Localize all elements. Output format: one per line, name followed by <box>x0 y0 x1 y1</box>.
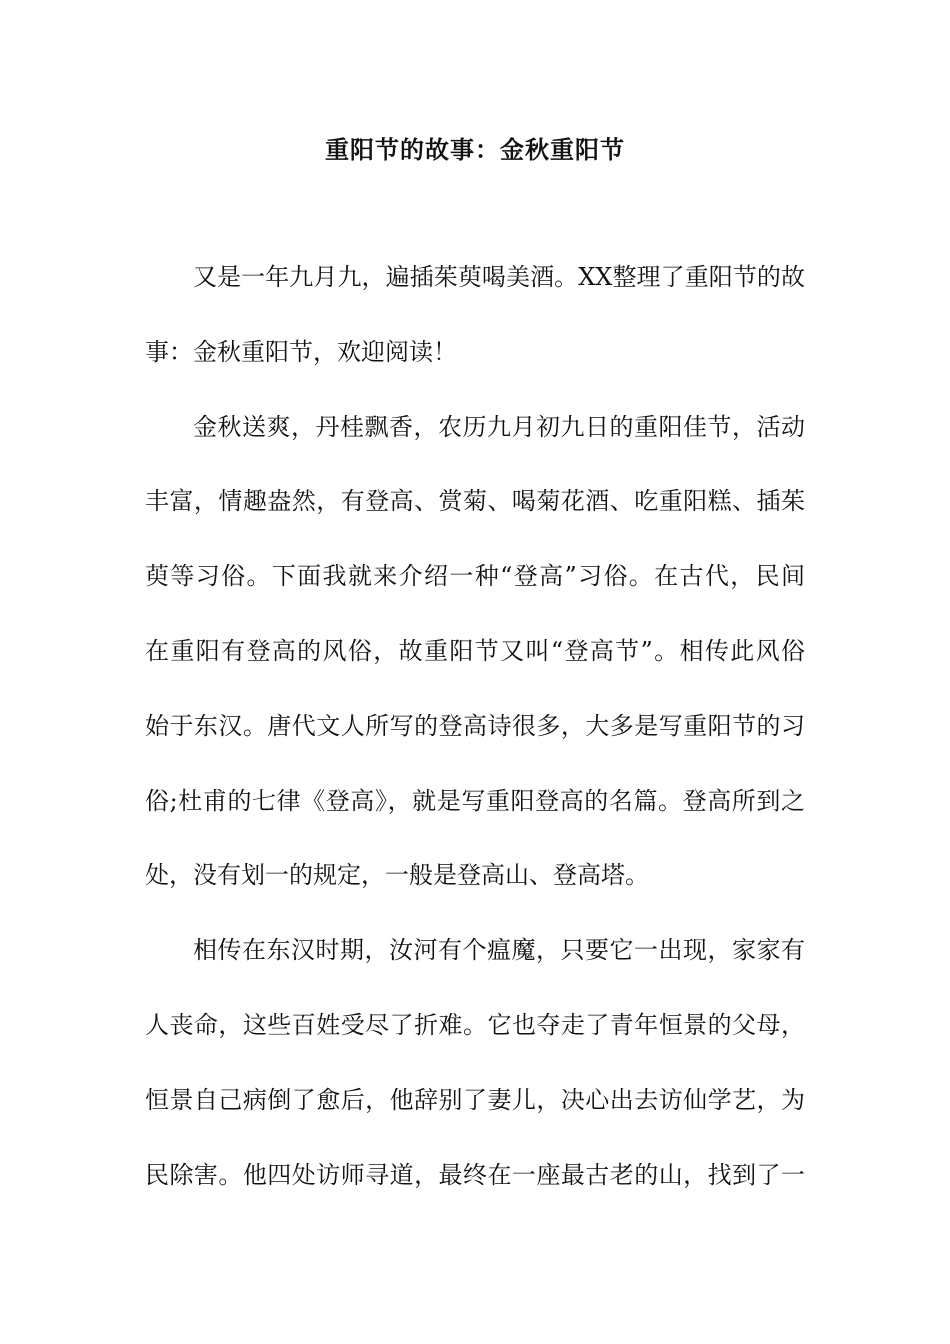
text-line: 人丧命，这些百姓受尽了折难。它也夺走了青年恒景的父母， <box>145 1010 805 1039</box>
text-line: 丰富，情趣盎然，有登高、赏菊、喝菊花酒、吃重阳糕、插茱 <box>145 487 805 516</box>
document-body <box>145 252 805 1224</box>
text-line: 民除害。他四处访师寻道，最终在一座最古老的山，找到了一 <box>145 1160 805 1189</box>
text-line: 相传在东汉时期，汝河有个瘟魔，只要它一出现，家家有 <box>193 936 805 965</box>
text-line: 始于东汉。唐代文人所写的登高诗很多，大多是写重阳节的习 <box>145 711 805 740</box>
text-line: 事：金秋重阳节，欢迎阅读！ <box>145 337 457 366</box>
document-title: 重阳节的故事：金秋重阳节 <box>325 135 625 164</box>
text-line: 处，没有划一的规定，一般是登高山、登高塔。 <box>145 861 649 890</box>
text-line: 在重阳有登高的风俗，故重阳节又叫“登高节”。相传此风俗 <box>145 636 805 665</box>
text-line: 俗;杜甫的七律《登高》，就是写重阳登高的名篇。登高所到之 <box>145 786 805 815</box>
text-line: 恒景自己病倒了愈后，他辞别了妻儿，决心出去访仙学艺，为 <box>145 1085 805 1114</box>
text-line: 又是一年九月九，遍插茱萸喝美酒。XX整理了重阳节的故 <box>193 263 805 291</box>
text-line: 萸等习俗。下面我就来介绍一种“登高”习俗。在古代，民间 <box>145 562 805 591</box>
text-line: 金秋送爽，丹桂飘香，农历九月初九日的重阳佳节，活动 <box>193 412 805 441</box>
